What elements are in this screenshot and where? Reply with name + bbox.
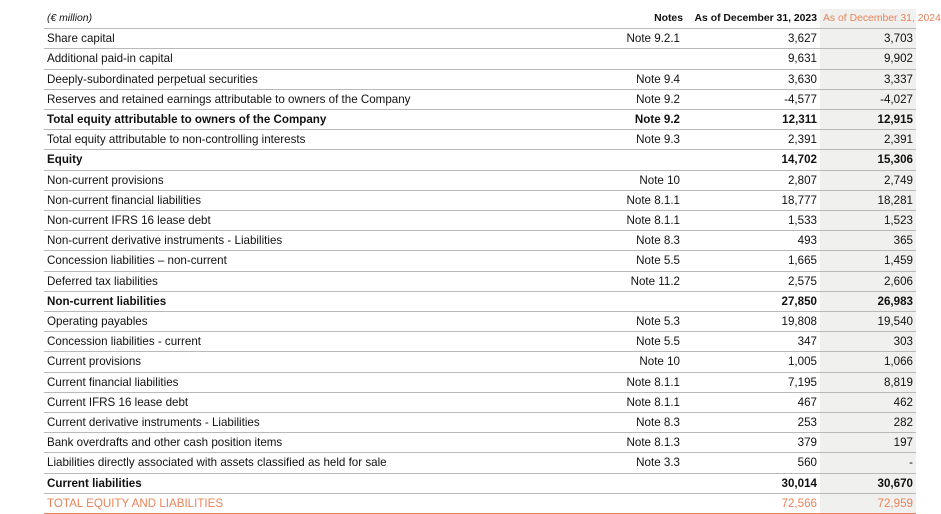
table-row (44, 49, 916, 69)
row-label: Deeply-subordinated perpetual securities (44, 69, 568, 89)
table-row (44, 251, 916, 271)
row-note: Note 9.4 (568, 69, 686, 89)
row-note (568, 291, 686, 311)
value-2024: 12,915 (820, 110, 916, 130)
column-header-2024: As of December 31, 2024 (820, 9, 916, 29)
table-row (44, 413, 916, 433)
value-2023: 2,391 (686, 130, 820, 150)
value-2024: 2,606 (820, 271, 916, 291)
value-2023: 493 (686, 231, 820, 251)
row-label: Bank overdrafts and other cash position items (44, 433, 568, 453)
value-2024: 19,540 (820, 312, 916, 332)
table-row (44, 312, 916, 332)
row-label: Liabilities directly associated with assets classified as held for sale (44, 453, 568, 473)
row-label: Operating payables (44, 312, 568, 332)
value-2024: 197 (820, 433, 916, 453)
table-row (44, 170, 916, 190)
row-note: Note 11.2 (568, 271, 686, 291)
row-label: Non-current financial liabilities (44, 190, 568, 210)
value-2024: 3,703 (820, 29, 916, 49)
row-label: Non-current derivative instruments - Liabilities (44, 231, 568, 251)
row-note (568, 473, 686, 493)
value-2024: 18,281 (820, 190, 916, 210)
row-label: TOTAL EQUITY AND LIABILITIES (44, 493, 568, 513)
value-2023: 19,808 (686, 312, 820, 332)
value-2024: 2,749 (820, 170, 916, 190)
row-label: Non-current IFRS 16 lease debt (44, 211, 568, 231)
row-label: Equity (44, 150, 568, 170)
row-note (568, 150, 686, 170)
row-note: Note 9.2 (568, 89, 686, 109)
value-2024: 1,066 (820, 352, 916, 372)
value-2024: 30,670 (820, 473, 916, 493)
row-note: Note 3.3 (568, 453, 686, 473)
value-2024: 282 (820, 413, 916, 433)
row-note: Note 8.1.1 (568, 211, 686, 231)
balance-sheet (44, 9, 941, 514)
value-2023: 30,014 (686, 473, 820, 493)
table-row (44, 89, 916, 109)
row-note: Note 5.3 (568, 312, 686, 332)
value-2024: 1,459 (820, 251, 916, 271)
value-2023: 2,575 (686, 271, 820, 291)
table-row (44, 352, 916, 372)
value-2023: 18,777 (686, 190, 820, 210)
row-label: Current liabilities (44, 473, 568, 493)
row-label: Concession liabilities - current (44, 332, 568, 352)
value-2023: 27,850 (686, 291, 820, 311)
value-2024: 3,337 (820, 69, 916, 89)
table-row (44, 271, 916, 291)
value-2024: - (820, 453, 916, 473)
value-2023: 72,566 (686, 493, 820, 513)
table-row (44, 453, 916, 473)
table-row (44, 190, 916, 210)
table-row (44, 130, 916, 150)
value-2023: 253 (686, 413, 820, 433)
value-2024: 8,819 (820, 372, 916, 392)
row-note: Note 8.1.3 (568, 433, 686, 453)
value-2024: -4,027 (820, 89, 916, 109)
row-label: Total equity attributable to non-controlling interests (44, 130, 568, 150)
value-2023: -4,577 (686, 89, 820, 109)
row-note: Note 8.1.1 (568, 392, 686, 412)
row-label: Non-current liabilities (44, 291, 568, 311)
table-row (44, 392, 916, 412)
row-label: Current derivative instruments - Liabilities (44, 413, 568, 433)
row-label: Total equity attributable to owners of the Company (44, 110, 568, 130)
row-note: Note 8.3 (568, 413, 686, 433)
table-row (44, 291, 916, 311)
value-2023: 3,627 (686, 29, 820, 49)
row-note: Note 9.2.1 (568, 29, 686, 49)
row-note: Note 8.1.1 (568, 372, 686, 392)
table-row (44, 332, 916, 352)
row-label: Reserves and retained earnings attributable to owners of the Company (44, 89, 568, 109)
table-row (44, 29, 916, 49)
row-label: Concession liabilities – non-current (44, 251, 568, 271)
value-2023: 9,631 (686, 49, 820, 69)
value-2023: 3,630 (686, 69, 820, 89)
row-label: Share capital (44, 29, 568, 49)
value-2023: 379 (686, 433, 820, 453)
table-row (44, 473, 916, 493)
value-2024: 15,306 (820, 150, 916, 170)
notes-column-header: Notes (568, 9, 686, 29)
table-row (44, 150, 916, 170)
row-label: Deferred tax liabilities (44, 271, 568, 291)
table-row (44, 211, 916, 231)
value-2024: 1,523 (820, 211, 916, 231)
unit-label: (€ million) (44, 9, 568, 29)
row-note: Note 10 (568, 170, 686, 190)
row-note: Note 5.5 (568, 251, 686, 271)
table-row (44, 69, 916, 89)
value-2023: 560 (686, 453, 820, 473)
value-2023: 1,005 (686, 352, 820, 372)
row-note: Note 9.2 (568, 110, 686, 130)
value-2023: 14,702 (686, 150, 820, 170)
table-row (44, 372, 916, 392)
column-header-2023: As of December 31, 2023 (686, 9, 820, 29)
row-label: Current provisions (44, 352, 568, 372)
value-2023: 7,195 (686, 372, 820, 392)
value-2024: 9,902 (820, 49, 916, 69)
table-header-row (44, 9, 916, 29)
row-note: Note 8.3 (568, 231, 686, 251)
row-label: Additional paid-in capital (44, 49, 568, 69)
table-row (44, 433, 916, 453)
row-note (568, 493, 686, 513)
value-2024: 303 (820, 332, 916, 352)
row-note: Note 8.1.1 (568, 190, 686, 210)
value-2023: 467 (686, 392, 820, 412)
row-label: Current financial liabilities (44, 372, 568, 392)
value-2024: 462 (820, 392, 916, 412)
value-2023: 12,311 (686, 110, 820, 130)
equity-liabilities-table (44, 9, 941, 514)
value-2024: 72,959 (820, 493, 916, 513)
table-row (44, 110, 916, 130)
row-note: Note 9.3 (568, 130, 686, 150)
value-2024: 2,391 (820, 130, 916, 150)
table-row (44, 493, 916, 513)
value-2024: 365 (820, 231, 916, 251)
value-2023: 347 (686, 332, 820, 352)
value-2023: 1,533 (686, 211, 820, 231)
row-note (568, 49, 686, 69)
value-2023: 1,665 (686, 251, 820, 271)
row-note: Note 10 (568, 352, 686, 372)
row-note: Note 5.5 (568, 332, 686, 352)
value-2024: 26,983 (820, 291, 916, 311)
row-label: Non-current provisions (44, 170, 568, 190)
value-2023: 2,807 (686, 170, 820, 190)
table-row (44, 231, 916, 251)
row-label: Current IFRS 16 lease debt (44, 392, 568, 412)
